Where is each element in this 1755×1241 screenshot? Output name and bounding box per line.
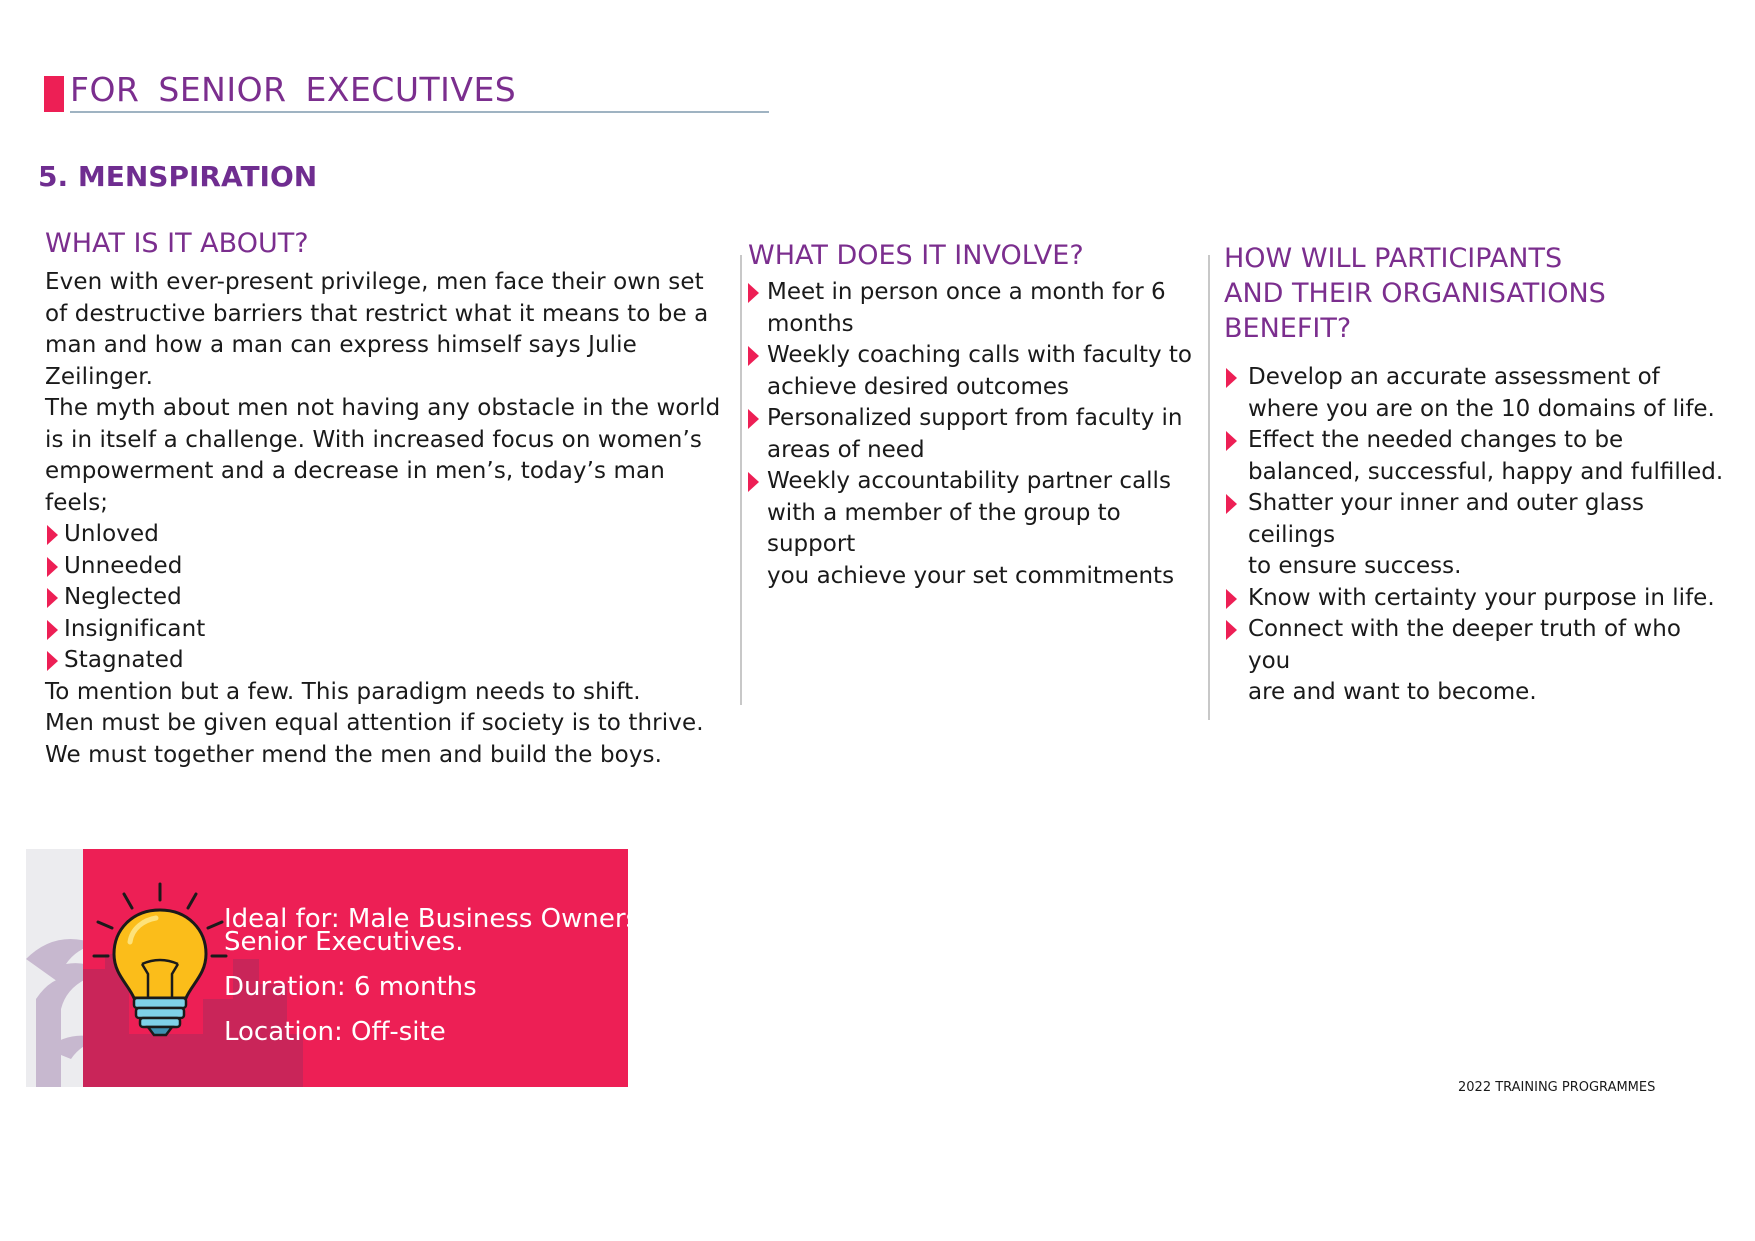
benefit-line: to ensure success.: [1248, 553, 1462, 579]
benefit-line: balanced, successful, happy and fulfilled.: [1248, 458, 1724, 485]
location-text: Location: Off-site: [224, 1017, 446, 1047]
involve-line: Weekly accountability partner calls: [767, 468, 1171, 494]
benefit-line: where you are on the 10 domains of life.: [1248, 395, 1715, 422]
involve-line: areas of need: [767, 436, 925, 463]
header-accent-bar: [44, 76, 64, 112]
feeling-text: Insignificant: [64, 615, 206, 642]
list-item: [45, 551, 735, 583]
ideal-line-2: Senior Executives.: [224, 927, 464, 957]
feeling-text: Stagnated: [64, 647, 184, 673]
footer-text: 2022 TRAINING PROGRAMMES: [1458, 1080, 1656, 1095]
involve-line: Personalized support from faculty in: [767, 405, 1183, 431]
about-body: [45, 267, 735, 771]
involve-line: achieve desired outcomes: [767, 373, 1069, 400]
card-info: [224, 904, 648, 1047]
about-intro-line: Even with ever-present privilege, men face their own set: [45, 269, 704, 295]
benefit-line: Shatter your inner and outer glass ceilings: [1248, 490, 1644, 548]
ideal-line-1: Ideal for: Male Business Owners,: [224, 904, 648, 934]
list-item: [45, 614, 735, 646]
benefit-line: Connect with the deeper truth of who you: [1248, 616, 1681, 674]
header-underline: [70, 111, 769, 113]
benefit-line: Effect the needed changes to be: [1248, 427, 1624, 453]
involve-line: with a member of the group to support: [767, 499, 1121, 557]
list-item: [1224, 488, 1724, 583]
about-intro-line: man and how a man can express himself says Julie Zeilinger.: [45, 332, 637, 390]
bullet-arrow-icon: [1226, 431, 1237, 451]
benefit-line: Know with certainty your purpose in life.: [1248, 584, 1715, 611]
duration-text: Duration: 6 months: [224, 972, 477, 1002]
bullet-arrow-icon: [1226, 368, 1237, 388]
list-item: [45, 582, 735, 614]
bullet-arrow-icon: [47, 588, 58, 608]
section-title: FOR SENIOR EXECUTIVES: [70, 70, 517, 109]
about-closing-line: We must together mend the men and build the boys.: [45, 741, 663, 768]
bullet-arrow-icon: [47, 525, 58, 545]
about-intro-line: of destructive barriers that restrict what it means to be a: [45, 300, 709, 327]
list-item: [1224, 425, 1724, 488]
benefit-list: [1224, 362, 1724, 709]
benefit-heading: [1224, 241, 1724, 346]
involve-line: you achieve your set commitments: [767, 562, 1175, 589]
list-item: [45, 645, 735, 677]
benefit-heading-line: AND THEIR ORGANISATIONS: [1224, 278, 1606, 309]
bullet-arrow-icon: [47, 651, 58, 671]
bullet-arrow-icon: [1226, 620, 1237, 640]
bullet-arrow-icon: [1226, 494, 1237, 514]
involve-line: Meet in person once a month for 6: [767, 279, 1166, 305]
list-item: [1224, 583, 1724, 615]
lightbulb-icon: [90, 880, 230, 1040]
about-closing-line: Men must be given equal attention if society is to thrive.: [45, 710, 704, 736]
programme-title: 5. MENSPIRATION: [38, 160, 318, 193]
list-item: [748, 340, 1208, 403]
feeling-text: Unneeded: [64, 552, 183, 579]
list-item: [748, 466, 1208, 592]
feeling-text: Neglected: [64, 584, 182, 610]
column-divider: [740, 255, 742, 705]
bullet-arrow-icon: [748, 346, 759, 366]
involve-heading: WHAT DOES IT INVOLVE?: [748, 240, 1084, 271]
involve-column: [748, 238, 1208, 592]
list-item: [1224, 362, 1724, 425]
about-heading: WHAT IS IT ABOUT?: [45, 228, 309, 259]
benefit-line: are and want to become.: [1248, 679, 1537, 705]
list-item: [748, 403, 1208, 466]
bullet-arrow-icon: [748, 472, 759, 492]
benefit-line: Develop an accurate assessment of: [1248, 364, 1660, 390]
involve-line: Weekly coaching calls with faculty to: [767, 342, 1192, 368]
involve-line: months: [767, 310, 854, 337]
about-column: [45, 226, 735, 771]
bullet-arrow-icon: [1226, 589, 1237, 609]
benefit-heading-line: HOW WILL PARTICIPANTS: [1224, 243, 1563, 274]
bullet-arrow-icon: [47, 557, 58, 577]
list-item: [1224, 614, 1724, 709]
ideal-for: [224, 904, 648, 957]
list-item: [45, 519, 735, 551]
bullet-arrow-icon: [748, 409, 759, 429]
column-divider: [1208, 255, 1210, 720]
bullet-arrow-icon: [748, 283, 759, 303]
benefit-heading-line: BENEFIT?: [1224, 313, 1352, 344]
feelings-list: [45, 519, 735, 677]
about-closing: [45, 677, 735, 772]
benefit-column: [1224, 241, 1724, 709]
bullet-arrow-icon: [47, 620, 58, 640]
list-item: [748, 277, 1208, 340]
about-closing-line: To mention but a few. This paradigm needs to shift.: [45, 678, 641, 705]
feeling-text: Unloved: [64, 521, 159, 547]
involve-list: [748, 277, 1208, 592]
about-intro-line: is in itself a challenge. With increased focus on women’s: [45, 426, 702, 453]
about-intro-line: The myth about men not having any obstacle in the world: [45, 395, 721, 421]
about-intro-line: empowerment and a decrease in men’s, today’s man feels;: [45, 458, 665, 516]
about-intro: [45, 267, 735, 519]
